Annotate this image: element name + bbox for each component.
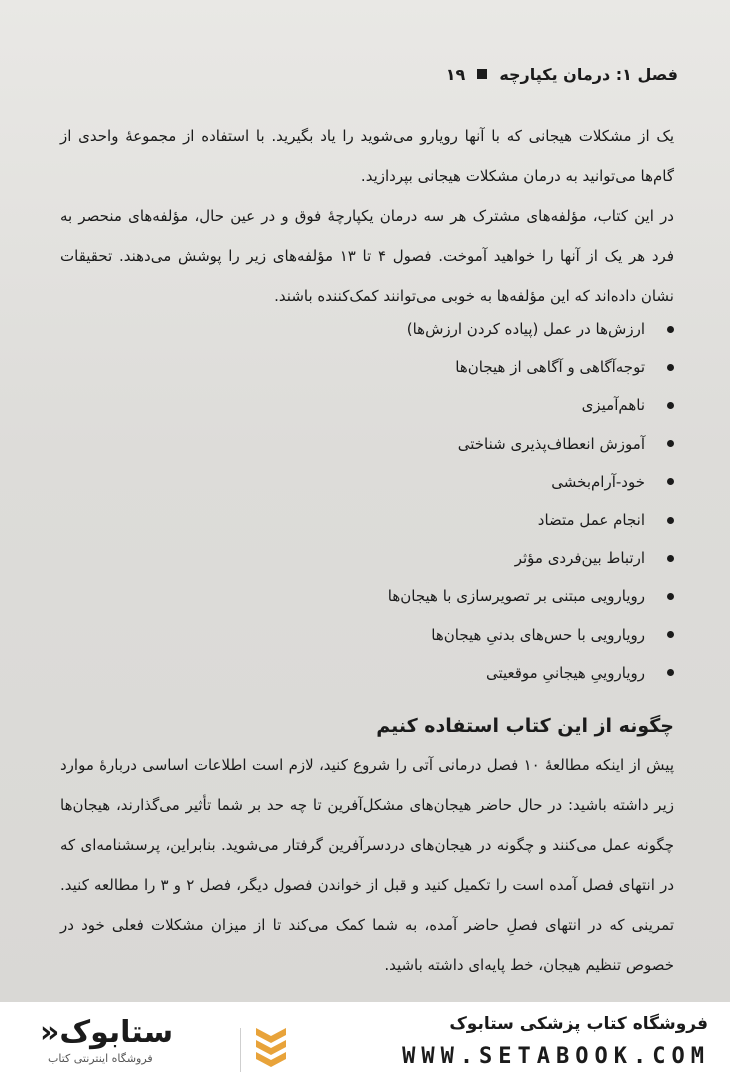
store-name: فروشگاه کتاب پزشکی ستابوک — [449, 1014, 708, 1034]
bullet-dot-icon — [667, 631, 674, 638]
logo-divider — [240, 1028, 241, 1072]
paragraph-components: در این کتاب، مؤلفه‌های مشترک هر سه درمان یکپارچهٔ فوق و در عین حال، مؤلفه‌های منحصر به فرد هر یک از آنها را خواهید آموخت. فصول ۴ تا ۱۳ مؤلفه‌های زیر را پوشش می‌دهند. تحقیقات نشان داده‌اند که این مؤلفه‌ها به خوبی می‌توانند کمک‌کننده باشند. — [60, 207, 674, 305]
running-head — [52, 60, 678, 88]
store-footer — [0, 1002, 730, 1080]
logo-tagline: فروشگاه اینترنتی کتاب — [48, 1052, 153, 1065]
list-item: توجه‌آگاهی و آگاهی از هیجان‌ها — [60, 348, 674, 386]
list-item: ناهم‌آمیزی — [60, 386, 674, 424]
paragraph-how-to-use: پیش از اینکه مطالعهٔ ۱۰ فصل درمانی آتی را شروع کنید، لازم است اطلاعات اساسی دربارهٔ موارد زیر داشته باشید: در حال حاضر هیجان‌های مشکل‌آفرین تا چه حد بر شما تأثیر می‌گذارند، هیجان‌ها چگونه عمل می‌کنند و چگونه در هیجان‌های دردسرآفرین گرفتار می‌شوید. بنابراین، پرسشنامه‌ای که در انتهای فصل آمده است را تکمیل کنید و قبل از خواندن فصول دیگر، فصل ۲ و ۳ را مطالعه کنید. تمرینی که در انتهای فصلِ حاضر آمده، به شما کمک می‌کند تا از میزان مشکلات فعلی خود در خصوص تنظیم هیجان، خط پایه‌ای داشته باشید. — [60, 756, 675, 974]
store-logo[interactable] — [40, 1016, 280, 1072]
list-item: ارزش‌ها در عمل (پیاده کردن ارزش‌ها) — [60, 310, 674, 348]
bullet-dot-icon — [667, 364, 674, 371]
bullet-dot-icon — [667, 326, 674, 333]
page-content — [22, 0, 708, 1002]
component-list — [60, 310, 674, 692]
bullet-dot-icon — [667, 517, 674, 524]
bullet-dot-icon — [667, 478, 674, 485]
list-item: انجام عمل متضاد — [60, 501, 674, 539]
stacked-chevron-icon — [254, 1022, 288, 1070]
paragraph-intro: یک از مشکلات هیجانی که با آنها رویارو می‌شوید را یاد بگیرید. با استفاده از مجموعهٔ واحدی از گام‌ها می‌توانید به درمان مشکلات هیجانی بپردازید. — [60, 127, 674, 185]
square-bullet-icon — [477, 69, 487, 79]
section-heading: چگونه از این کتاب استفاده کنیم — [376, 715, 674, 737]
list-item: رویارویی مبتنی بر تصویرسازی با هیجان‌ها — [60, 577, 674, 615]
bullet-dot-icon — [667, 593, 674, 600]
list-item: آموزش انعطاف‌پذیری شناختی — [60, 425, 674, 463]
bullet-dot-icon — [667, 402, 674, 409]
bullet-dot-icon — [667, 440, 674, 447]
list-item: ارتباط بین‌فردی مؤثر — [60, 539, 674, 577]
bullet-dot-icon — [667, 555, 674, 562]
logo-wordmark: ستابوک« — [40, 1015, 174, 1050]
list-item: رویارویی با حس‌های بدنیِ هیجان‌ها — [60, 616, 674, 654]
store-url-link[interactable]: WWW.SETABOOK.COM — [402, 1044, 710, 1069]
list-item: خود-آرام‌بخشی — [60, 463, 674, 501]
chapter-title: فصل ۱: درمان یکپارچه — [499, 64, 678, 84]
list-item: رویاروییِ هیجانیِ موقعیتی — [60, 654, 674, 692]
page-number: ۱۹ — [445, 64, 466, 84]
bullet-dot-icon — [667, 669, 674, 676]
